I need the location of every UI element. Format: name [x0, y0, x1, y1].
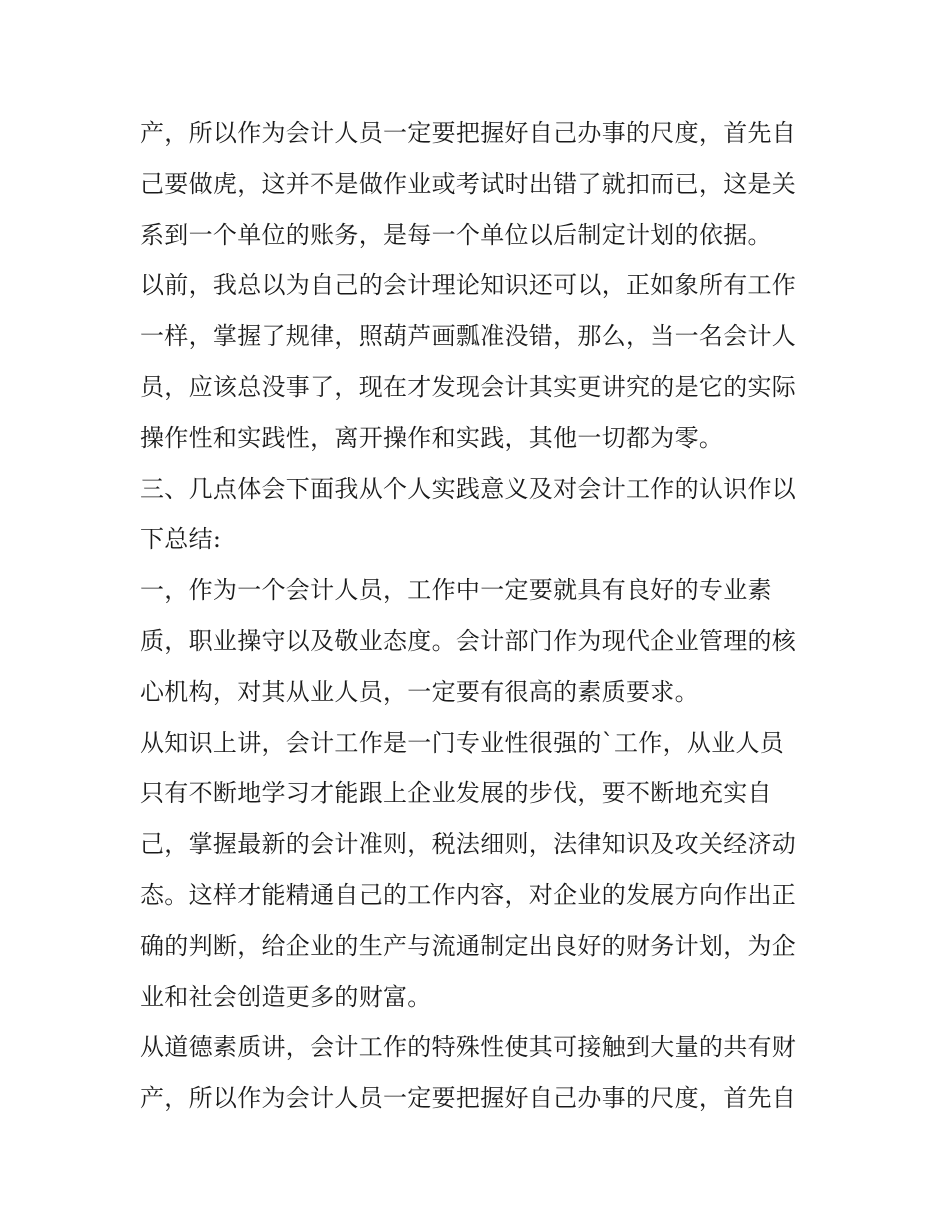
text-line: 业和社会创造更多的财富。 — [140, 982, 432, 1011]
text-line: 己，掌握最新的会计准则，税法细则，法律知识及攻关经济动 — [140, 830, 797, 859]
text-line: 以前，我总以为自己的会计理论知识还可以，正如象所有工作 — [140, 271, 797, 300]
text-line: 三、几点体会下面我从个人实践意义及对会计工作的认识作以 — [140, 474, 797, 503]
body-text — [140, 108, 830, 1124]
text-line: 一样，掌握了规律，照葫芦画瓢准没错，那么，当一名会计人 — [140, 322, 797, 351]
text-line: 确的判断，给企业的生产与流通制定出良好的财务计划，为企 — [140, 931, 797, 960]
text-line: 产，所以作为会计人员一定要把握好自己办事的尺度，首先自 — [140, 1084, 797, 1113]
text-line: 从知识上讲，会计工作是一门专业性很强的`工作，从业人员 — [140, 728, 785, 757]
text-line: 只有不断地学习才能跟上企业发展的步伐，要不断地充实自 — [140, 779, 772, 808]
text-line: 操作性和实践性，离开操作和实践，其他一切都为零。 — [140, 423, 724, 452]
text-line: 己要做虎，这并不是做作业或考试时出错了就扣而已，这是关 — [140, 169, 797, 198]
text-line: 从道德素质讲，会计工作的特殊性使其可接触到大量的共有财 — [140, 1033, 797, 1062]
text-line: 一，作为一个会计人员，工作中一定要就具有良好的专业素 — [140, 576, 772, 605]
text-line: 员，应该总没事了，现在才发现会计其实更讲究的是它的实际 — [140, 372, 797, 401]
text-line: 系到一个单位的账务，是每一个单位以后制定计划的依据。 — [140, 220, 772, 249]
text-line: 质，职业操守以及敬业态度。会计部门作为现代企业管理的核 — [140, 626, 797, 655]
text-line: 态。这样才能精通自己的工作内容，对企业的发展方向作出正 — [140, 880, 797, 909]
text-line: 下总结: — [140, 525, 222, 554]
text-line: 心机构，对其从业人员，一定要有很高的素质要求。 — [140, 677, 699, 706]
text-line: 产，所以作为会计人员一定要把握好自己办事的尺度，首先自 — [140, 119, 797, 147]
